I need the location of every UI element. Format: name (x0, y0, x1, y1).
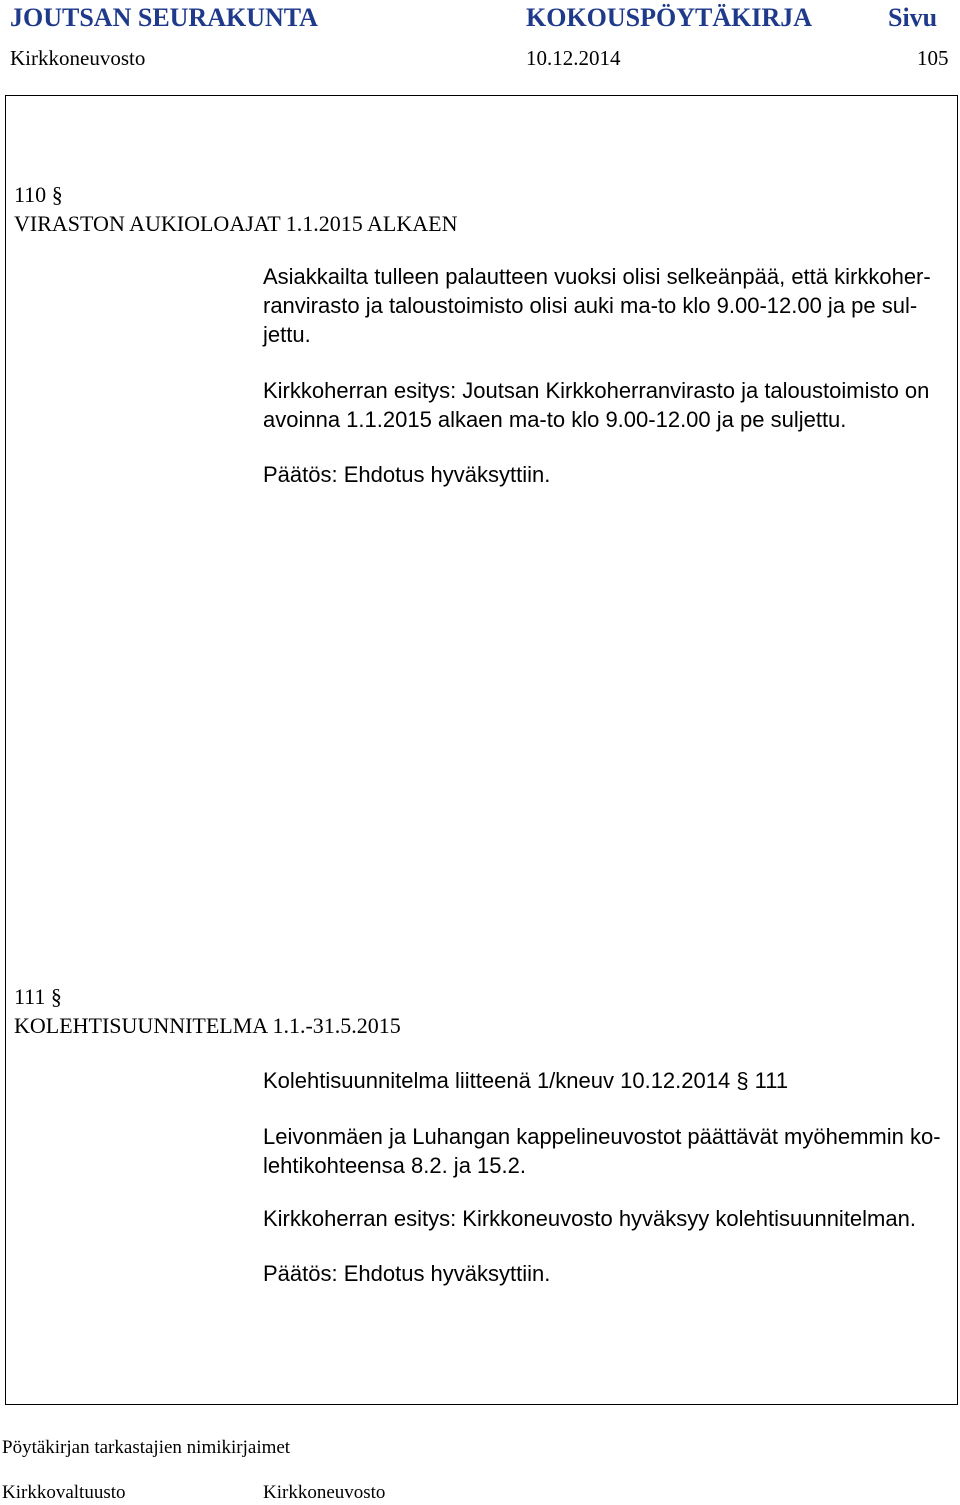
section-110-decision: Päätös: Ehdotus hyväksyttiin. (263, 462, 551, 487)
section-111-paragraph-line: Leivonmäen ja Luhangan kappelineuvostot päättävät myöhemmin ko- (263, 1124, 941, 1149)
section-111-paragraph-line: lehtikohteensa 8.2. ja 15.2. (263, 1153, 526, 1178)
section-number-110: 110 § (14, 182, 63, 207)
section-110-paragraph-line: ranvirasto ja taloustoimisto olisi auki ma-to klo 9.00-12.00 ja pe sul- (263, 293, 918, 318)
section-110-proposal-line: avoinna 1.1.2015 alkaen ma-to klo 9.00-12.00 ja pe suljettu. (263, 407, 847, 432)
section-110-proposal-line: Kirkkoherran esitys: Joutsan Kirkkoherranvirasto ja taloustoimisto on (263, 378, 930, 403)
section-111-proposal: Kirkkoherran esitys: Kirkkoneuvosto hyväksyy kolehtisuunnitelman. (263, 1206, 916, 1231)
section-title-111: KOLEHTISUUNNITELMA 1.1.-31.5.2015 (14, 1013, 401, 1038)
meeting-date: 10.12.2014 (526, 46, 621, 70)
meeting-body: Kirkkoneuvosto (10, 46, 146, 70)
footer-left-body: Kirkkovaltuusto (2, 1482, 126, 1503)
document-type: KOKOUSPÖYTÄKIRJA (526, 3, 813, 32)
section-110-paragraph-line: Asiakkailta tulleen palautteen vuoksi olisi selkeänpää, että kirkkoher- (263, 264, 931, 289)
page-number: 105 (917, 46, 949, 70)
section-number-111: 111 § (14, 984, 62, 1009)
section-sign: § (50, 984, 62, 1009)
footer-right-body: Kirkkoneuvosto (263, 1482, 386, 1503)
section-title-110: VIRASTON AUKIOLOAJAT 1.1.2015 ALKAEN (14, 211, 458, 236)
section-111-decision: Päätös: Ehdotus hyväksyttiin. (263, 1261, 551, 1286)
section-111-attachment: Kolehtisuunnitelma liitteenä 1/kneuv 10.12.2014 § 111 (263, 1068, 789, 1093)
signatures-label: Pöytäkirjan tarkastajien nimikirjaimet (2, 1437, 291, 1458)
section-sign: § (51, 182, 63, 207)
section-110-paragraph-line: jettu. (263, 322, 311, 347)
page-label: Sivu (888, 3, 938, 32)
organization-name: JOUTSAN SEURAKUNTA (10, 3, 318, 32)
